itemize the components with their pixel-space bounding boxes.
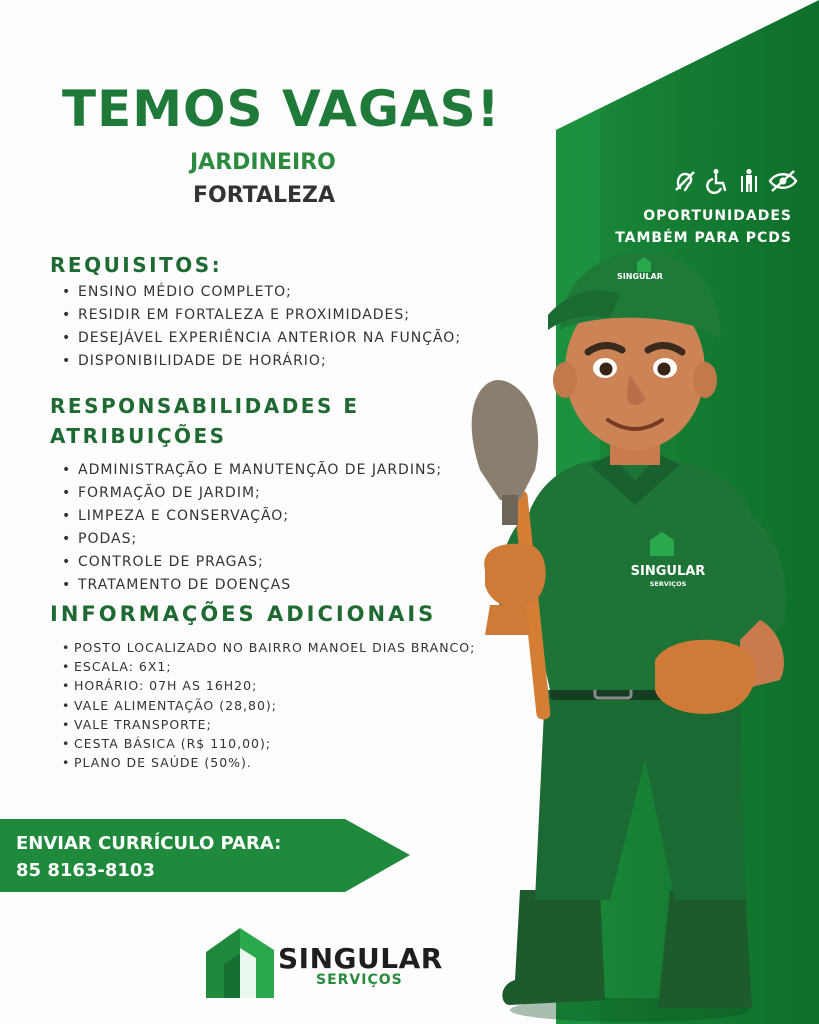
singular-logo-icon [206, 928, 274, 998]
hearing-impaired-icon [672, 168, 698, 194]
responsibilities-title-line2: ATRIBUIÇÕES [50, 424, 227, 448]
responsibilities-list [62, 459, 442, 597]
additional-info-list [62, 638, 475, 772]
list-item: • DISPONIBILIDADE DE HORÁRIO; [62, 350, 461, 373]
person-with-crutches-icon [736, 168, 762, 194]
gardener-illustration [440, 240, 819, 1024]
list-item: • ENSINO MÉDIO COMPLETO; [62, 281, 461, 304]
pcd-notice-line1: OPORTUNIDADES [643, 208, 792, 224]
list-item: • DESEJÁVEL EXPERIÊNCIA ANTERIOR NA FUNÇÃO; [62, 327, 461, 350]
list-item: • VALE ALIMENTAÇÃO (28,80); [62, 696, 475, 715]
logo-subtitle: SERVIÇOS [316, 972, 403, 988]
pcd-notice-line2: TAMBÉM PARA PCDS [615, 230, 792, 246]
responsibilities-title [50, 391, 360, 451]
requirements-title: REQUISITOS: [50, 253, 223, 277]
list-item: • ADMINISTRAÇÃO E MANUTENÇÃO DE JARDINS; [62, 459, 442, 482]
cta-phone[interactable]: 85 8163-8103 [16, 860, 155, 881]
visually-impaired-icon [768, 168, 794, 194]
wheelchair-icon [704, 168, 730, 194]
list-item: • LIMPEZA E CONSERVAÇÃO; [62, 505, 442, 528]
job-role: JARDINEIRO [190, 150, 336, 175]
list-item: • RESIDIR EM FORTALEZA E PROXIMIDADES; [62, 304, 461, 327]
accessibility-icons [672, 168, 794, 194]
cta-arrow-banner [0, 819, 410, 892]
list-item: • FORMAÇÃO DE JARDIM; [62, 482, 442, 505]
list-item: • ESCALA: 6X1; [62, 657, 475, 676]
responsibilities-title-line1: RESPONSABILIDADES E [50, 394, 360, 418]
list-item: • CONTROLE DE PRAGAS; [62, 551, 442, 574]
list-item: • PLANO DE SAÚDE (50%). [62, 753, 475, 772]
additional-info-title: INFORMAÇÕES ADICIONAIS [50, 602, 437, 626]
uniform-logo-sub: SERVIÇOS [649, 580, 687, 588]
uniform-logo-name: SINGULAR [630, 564, 706, 579]
list-item: • POSTO LOCALIZADO NO BAIRRO MANOEL DIAS BRANCO; [62, 638, 475, 657]
list-item: • TRATAMENTO DE DOENÇAS [62, 574, 442, 597]
requirements-list [62, 281, 461, 373]
page-title: TEMOS VAGAS! [62, 80, 501, 138]
cta-label: ENVIAR CURRÍCULO PARA: [16, 833, 282, 854]
list-item: • VALE TRANSPORTE; [62, 715, 475, 734]
list-item: • HORÁRIO: 07H AS 16H20; [62, 676, 475, 695]
cap-logo-name: SINGULAR [617, 272, 663, 281]
logo-name: SINGULAR [278, 942, 443, 975]
job-city: FORTALEZA [193, 183, 336, 208]
list-item: • PODAS; [62, 528, 442, 551]
list-item: • CESTA BÁSICA (R$ 110,00); [62, 734, 475, 753]
